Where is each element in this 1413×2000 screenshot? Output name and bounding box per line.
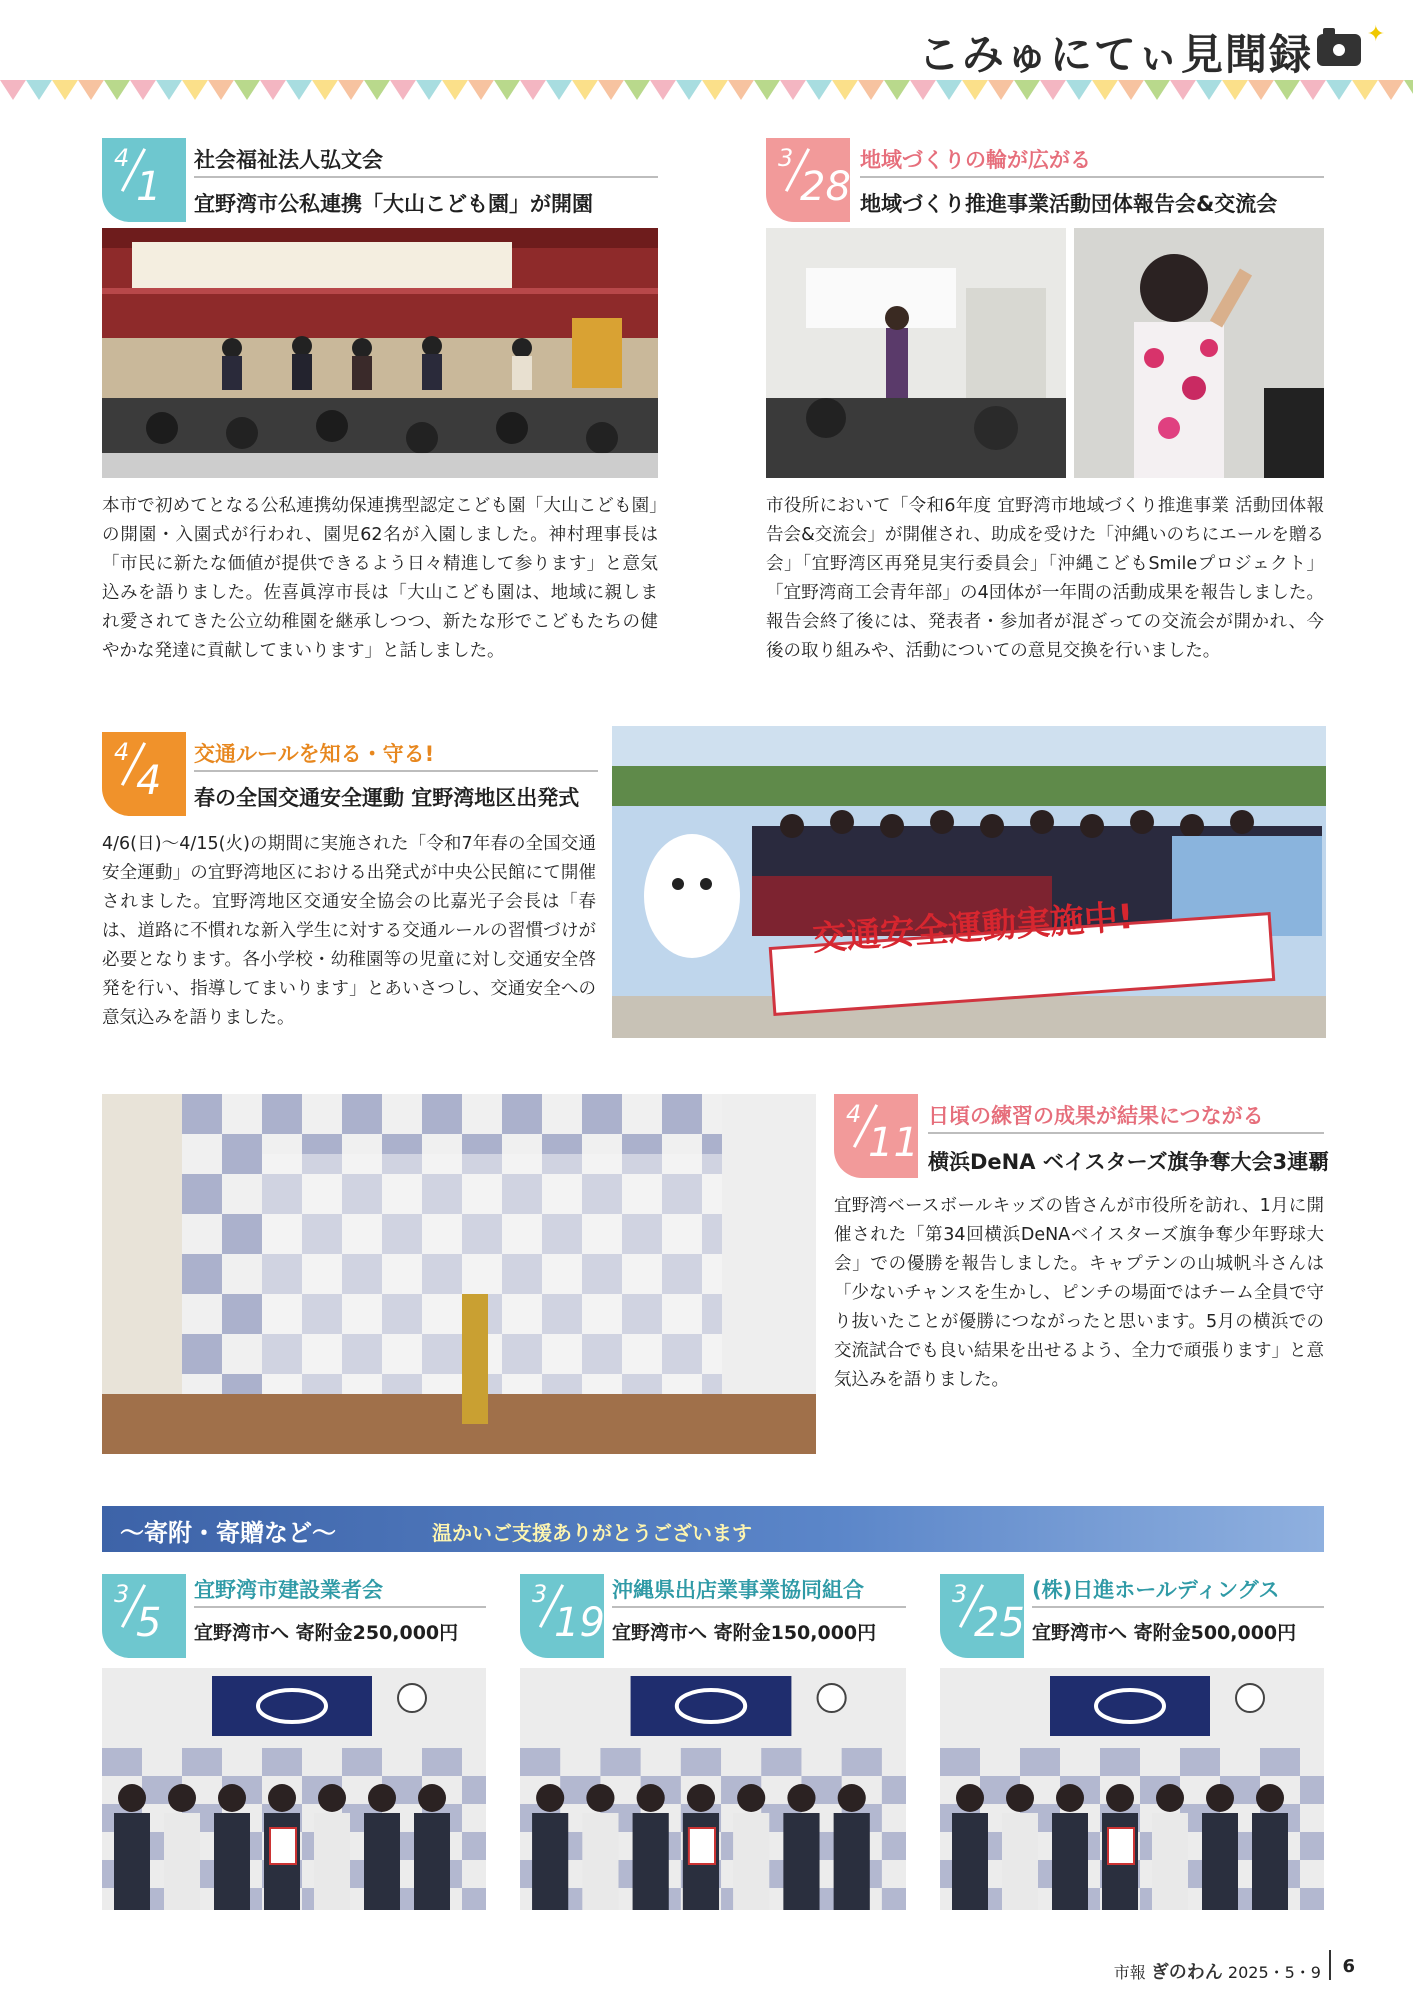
divider <box>612 1606 906 1608</box>
article-category: 社会福祉法人弘文会 <box>194 148 383 172</box>
article-headline: 地域づくり推進事業活動団体報告会&交流会 <box>860 192 1278 216</box>
divider <box>1032 1606 1324 1608</box>
donation-photo <box>520 1668 906 1910</box>
divider <box>194 770 598 772</box>
baseball-team-photo <box>102 1094 816 1454</box>
date-badge: 3 19 <box>520 1574 604 1658</box>
donation-amount: 宜野湾市へ 寄附金500,000円 <box>1032 1622 1297 1644</box>
page-header-title: こみゅにてぃ見聞録 <box>917 30 1313 79</box>
article-category: 交通ルールを知る・守る! <box>194 742 435 766</box>
publication-logo: ぎのわん <box>1150 1962 1223 1983</box>
article-body: 宜野湾ベースボールキッズの皆さんが市役所を訪れ、1月に開催された「第34回横浜DeNAベイスターズ旗争奪少年野球大会」での優勝を報告しました。キャプテンの山城帆斗さんは「少ないチャンスを生かし、ピンチの場面ではチーム全員で守り抜いたことが優勝につながったと思います。5月の横浜での交流試合でも良い結果を出せるよう、全力で頑張ります」と意気込みを語りました。 <box>834 1196 1324 1390</box>
divider <box>194 1606 486 1608</box>
divider <box>860 176 1324 178</box>
footer-publication <box>1114 1958 1321 1984</box>
donor-name: 沖縄県出店業事業協同組合 <box>612 1578 864 1602</box>
article-body: 市役所において「令和6年度 宜野湾市地域づくり推進事業 活動団体報告会&交流会」が開催され、助成を受けた「沖縄いのちにエールを贈る会」「宜野湾区再発見実行委員会」「沖縄こどもSmileプロジェクト」「宜野湾商工会青年部」の4団体が一年間の活動成果を報告しました。報告会終了後には、発表者・参加者が混ざっての交流会が開かれ、今後の取り組みや、活動についての意見交換を行いました。 <box>766 496 1324 661</box>
donor-name: 宜野湾市建設業者会 <box>194 1578 383 1602</box>
article-headline: 宜野湾市公私連携「大山こども園」が開園 <box>194 192 593 216</box>
date-badge: 3 5 <box>102 1574 186 1658</box>
date-badge: 3 28 <box>766 138 850 222</box>
sparkle-icon: ✦ <box>1366 22 1385 47</box>
article-body: 本市で初めてとなる公私連携幼保連携型認定こども園「大山こども園」の開園・入園式が行われ、園児62名が入園しました。神村理事長は「市民に新たな価値が提供できるよう日々精進して参ります」と意気込みを語りました。佐喜眞淳市長は「大山こども園は、地域に親しまれ愛されてきた公立幼稚園を継承しつつ、新たな形でこどもたちの健やかな発達に貢献してまいります」と話しました。 <box>102 496 658 661</box>
divider <box>928 1132 1324 1134</box>
article-headline: 横浜DeNA ベイスターズ旗争奪大会3連覇 <box>928 1150 1330 1174</box>
page-number: 6 <box>1342 1956 1355 1977</box>
donor-name: (株)日進ホールディングス <box>1032 1578 1280 1602</box>
donations-section-header <box>102 1506 1324 1552</box>
traffic-safety-photo <box>612 726 1326 1038</box>
publication-label: 市報 <box>1113 1963 1146 1982</box>
article-category: 日頃の練習の成果が結果につながる <box>928 1104 1264 1128</box>
donations-subtitle: 温かいご支援ありがとうございます <box>432 1521 752 1545</box>
date-badge: 4 1 <box>102 138 186 222</box>
date-badge: 4 11 <box>834 1094 918 1178</box>
divider <box>1329 1950 1331 1980</box>
date-badge: 4 4 <box>102 732 186 816</box>
date-badge: 3 25 <box>940 1574 1024 1658</box>
donation-amount: 宜野湾市へ 寄附金150,000円 <box>612 1622 877 1644</box>
bunting-decoration <box>0 80 1413 104</box>
issue-date: 2025・5・9 <box>1227 1963 1321 1982</box>
article-category: 地域づくりの輪が広がる <box>860 148 1091 172</box>
donations-title: ～寄附・寄贈など～ <box>120 1519 336 1547</box>
article-headline: 春の全国交通安全運動 宜野湾地区出発式 <box>194 786 580 810</box>
donation-photo <box>940 1668 1324 1910</box>
divider <box>194 176 658 178</box>
report-meeting-photo <box>766 228 1066 478</box>
camera-icon <box>1317 34 1361 66</box>
article-body: 4/6(日)～4/15(火)の期間に実施された「令和7年春の全国交通安全運動」の宜野湾地区における出発式が中央公民館にて開催されました。宜野湾地区交通安全協会の比嘉光子会長は「春は、道路に不慣れな新入学生に対する交通ルールの習慣づけが必要となります。各小学校・幼稚園等の児童に対し交通安全啓発を行い、指導してまいります」とあいさつし、交通安全への意気込みを語りました。 <box>102 834 596 1028</box>
kindergarten-ceremony-photo <box>102 228 658 478</box>
donation-photo <box>102 1668 486 1910</box>
donation-amount: 宜野湾市へ 寄附金250,000円 <box>194 1622 459 1644</box>
traffic-safety-banner-text: 交通安全運動実施中! <box>811 896 1135 960</box>
speaker-photo <box>1074 228 1324 478</box>
